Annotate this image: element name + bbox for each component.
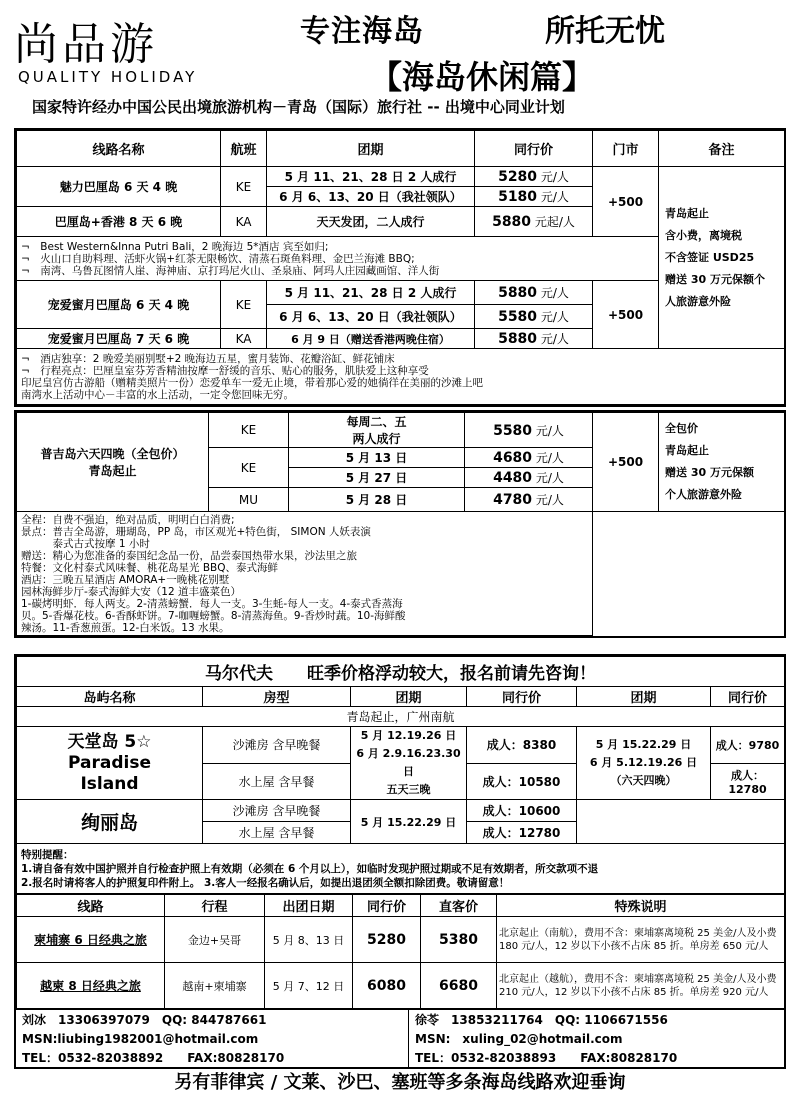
col-flight: 航班 bbox=[221, 131, 267, 167]
phuket-remarks: 全包价 青岛起止 赠送 30 万元保额 个人旅游意外险 bbox=[659, 413, 785, 512]
maldives-origin: 青岛起止，广州南航 bbox=[17, 707, 785, 727]
footer-note: 另有菲律宾 / 文莱、沙巴、塞班等多条海岛线路欢迎垂询 bbox=[174, 1072, 626, 1093]
table-row: 水上屋 含早餐 成人：12780 bbox=[17, 822, 785, 844]
table-row: 绚丽岛 沙滩房 含早晚餐 5 月 15.22.29 日 成人：10600 bbox=[17, 800, 785, 822]
table-row: 魅力巴厘岛 6 天 4 晚 KE 5 月 11、21、28 日 2 人成行 5280 元/人 +500 青岛起止 含小费，离境税 不含签证 USD25 赠送 30 万元保额个 人旅游意外险 bbox=[17, 167, 785, 187]
table-row: 宠爱蜜月巴厘岛 7 天 6 晚 KA 6 月 9 日（赠送香港两晚住宿） 5880 元/人 bbox=[17, 329, 785, 349]
special-reminder: 特别提醒： 1.请自备有效中国护照并自行检查护照上有效期（必须在 6 个月以上），如临时发现护照过期或不足有效期者，所交款项不退 2.报名时请将客人的护照复印件附上。 3.客人一经报名确认后，如提出退团须全额扣除团费。敬请留意！ bbox=[17, 844, 785, 894]
col-price: 同行价 bbox=[475, 131, 593, 167]
col-route: 线路名称 bbox=[17, 131, 221, 167]
island-xuanli: 绚丽岛 bbox=[17, 800, 203, 844]
msn-link[interactable]: MSN: xuling_02@hotmail.com bbox=[415, 1032, 623, 1046]
table-row: 柬埔寨 6 日经典之旅 金边+吴哥 5 月 8、13 日 5280 5380 北京起止（南航），费用不含：柬埔寨离境税 25 美金/人及小费 180 元/人，12 岁以下小孩不占床 85 折。单房差 650 元/人 bbox=[17, 917, 785, 963]
col-retail: 门市 bbox=[593, 131, 659, 167]
table-row: 巴厘岛+香港 8 天 6 晚 KA 天天发团，二人成行 5880 元起/人 bbox=[17, 207, 785, 237]
phuket-section bbox=[14, 410, 786, 638]
contacts: 刘冰 13306397079 QQ: 844787661 徐苓 13853211764 QQ: 1106671556 MSN:liubing1982001@hotmail.com MSN: xuling_02@hotmail.com TEL：0532-82038892 FAX:80828170 TEL：0532-82038893 FAX:80828170 bbox=[16, 1009, 784, 1067]
bali-notes: ¬ Best Western&Inna Putri Bali，2 晚海边 5*酒店 宾至如归; ¬ 火山口自助料理、活虾火锅+红茶无限畅饮、清蒸石斑鱼料理、金巴兰海滩 BBQ; ¬ 南湾、乌鲁瓦图情人崖、海神庙、京打玛尼火山、圣泉庙、阿玛人庄园藏画馆、洋人街 bbox=[17, 237, 659, 281]
table-row: 宠爱蜜月巴厘岛 6 天 4 晚 KE 5 月 11、21、28 日 2 人成行 5880 元/人 +500 bbox=[17, 281, 785, 305]
maldives-title: 马尔代夫 旺季价格浮动较大，报名前请先咨询！ bbox=[17, 657, 785, 687]
table-row: 天堂岛 5☆ Paradise Island 沙滩房 含早晚餐 5 月 12.19.26 日 6 月 2.9.16.23.30 日 五天三晚 成人：8380 5 月 15.22.29 日 6 月 5.12.19.26 日 （六天四晚） 成人：9780 bbox=[17, 727, 785, 764]
table-row: 越柬 8 日经典之旅 越南+柬埔寨 5 月 7、12 日 6080 6680 北京起止（越航），费用不含：柬埔寨离境税 25 美金/人及小费 210 元/人，12 岁以下小孩不占床 85 折。单房差 920 元/人 bbox=[17, 963, 785, 1009]
table-row: 6 月 6、13、20 日（我社领队） 5180 元/人 bbox=[17, 187, 785, 207]
page-title: 【海岛休闲篇】 bbox=[370, 58, 595, 96]
logo-en: QUALITY HOLIDAY bbox=[18, 68, 198, 86]
table-row: KE 5 月 13 日 4680 元/人 bbox=[17, 448, 785, 468]
col-date: 团期 bbox=[267, 131, 475, 167]
table-row: 6 月 6、13、20 日（我社领队） 5580 元/人 bbox=[17, 305, 785, 329]
msn-link[interactable]: MSN:liubing1982001@hotmail.com bbox=[16, 1029, 409, 1048]
phuket-route: 普吉岛六天四晚（全包价） 青岛起止 bbox=[17, 413, 209, 512]
logo-cn: 尚品游 bbox=[14, 19, 158, 70]
table-row: 5 月 27 日 4480 元/人 bbox=[17, 468, 785, 488]
table-row: 水上屋 含早餐 成人：10580 成人：12780 bbox=[17, 763, 785, 800]
col-remark: 备注 bbox=[659, 131, 785, 167]
maldives-section: 马尔代夫 旺季价格浮动较大，报名前请先咨询！ 岛屿名称 房型 团期 同行价 团期 同行价 青岛起止，广州南航 天堂岛 5☆ Paradise Island 沙滩房 含早晚餐 5 月 12.19.26 日 6 月 2.9.16.23.30 日 五天三晚 成人：8380 5 月 15.22.29 日 6 月 5.12.19.26 日 （六天四晚） 成人：9780 水上屋 含早餐 成人：10580 成人：12780 绚丽岛 沙滩房 含早晚餐 5 月 15.22.29 日 成人：10600 水上屋 含早餐 成人：12780 特别提醒： 1.请自备有效中国护照并自行检查护照上有效期（必须在 6 个月以上），如临时发现护照过期或不足有效期者，所交款项不退 2.报名时请将客人的护照复印件附上。 3.客人一经报名确认后，如提出退团须全额扣除团费。敬请留意！ 线路 行程 出团日期 同行价 直客价 特殊说明 柬埔寨 6 日经典之旅 金边+吴哥 5 月 8、13 日 5280 5380 北京起止（南航），费用不含：柬埔寨离境税 25 美金/人及小费 180 元/人，12 岁以下小孩不占床 85 折。单房差 650 元/人 越柬 8 日经典之旅 越南+柬埔寨 5 月 7、12 日 6080 6680 北京起止（越航），费用不含：柬埔寨离境税 25 美金/人及小费 210 元/人，12 岁以下小孩不占床 85 折。单房差 920 元/人 刘冰 13306397079 QQ: 844787661 徐苓 13853211764 QQ: 1106671556 MSN:liubing1982001@hotmail.com MSN: xuling_02@hotmail.com TEL：0532-82038892 FAX:80828170 TEL：0532-82038893 FAX:80828170 bbox=[14, 654, 786, 1069]
bali-section bbox=[14, 128, 786, 407]
agency-line: 国家特许经办中国公民出境旅游机构－青岛（国际）旅行社 -- 出境中心同业计划 bbox=[32, 98, 565, 116]
slogan-2: 所托无忧 bbox=[545, 14, 665, 49]
table-row: 普吉岛六天四晚（全包价） 青岛起止 KE 每周二、五 两人成行 5580 元/人 +500 全包价 青岛起止 赠送 30 万元保额 个人旅游意外险 bbox=[17, 413, 785, 448]
table-row: MU 5 月 28 日 4780 元/人 bbox=[17, 488, 785, 512]
bali-remarks: 青岛起止 含小费，离境税 不含签证 USD25 赠送 30 万元保额个 人旅游意外险 bbox=[659, 167, 785, 349]
header bbox=[0, 0, 800, 120]
island-paradise: 天堂岛 5☆ Paradise Island bbox=[17, 727, 203, 800]
slogan-1: 专注海岛 bbox=[300, 14, 424, 49]
bali-notes-2: ¬ 酒店独享：2 晚爱美丽别墅+2 晚海边五星，蜜月装饰、花瓣浴缸、鲜花铺床 ¬ 行程亮点：巴厘皇室芬芳香精油按摩一舒缓的音乐、贴心的服务，肌肤爱上这种享受 印尼皇宫仿古游船（赠精美照片一份）恋爱单车一爱无止境，带着那心爱的她徜徉在美丽的沙滩上吧 南湾水上活动中心－丰富的水上活动，一定令您回味无穷。 bbox=[17, 349, 785, 405]
phuket-notes: 全程：自费不强迫，绝对品质，明明白白消费; 景点：普吉全岛游，珊瑚岛，PP 岛，市区观光+特色街， SIMON 人妖表演 泰式古式按摩 1 小时 赠送：精心为您准备的泰国纪念品一份，品尝泰国热带水果，沙法里之旅 特餐：文化村泰式风味餐、桃花岛星光 BBQ、泰式海鲜 酒店：三晚五星酒店 AMORA+一晚桃花别墅 园林海鲜步厅-泰式海鲜大安（12 道丰盛菜色） 1-碳烤明虾．每人两支。2-清蒸螃蟹．每人一支。3-生蚝-每人一支。4-泰式香蒸海 贝。5-香爆花枝。6-香酥虾饼。7-咖喱螃蟹。8-清蒸海鱼。9-香炒时蔬。10-海鲜酸 辣汤。11-香葱煎蛋。12-白米饭。13 水果。 bbox=[17, 512, 593, 636]
